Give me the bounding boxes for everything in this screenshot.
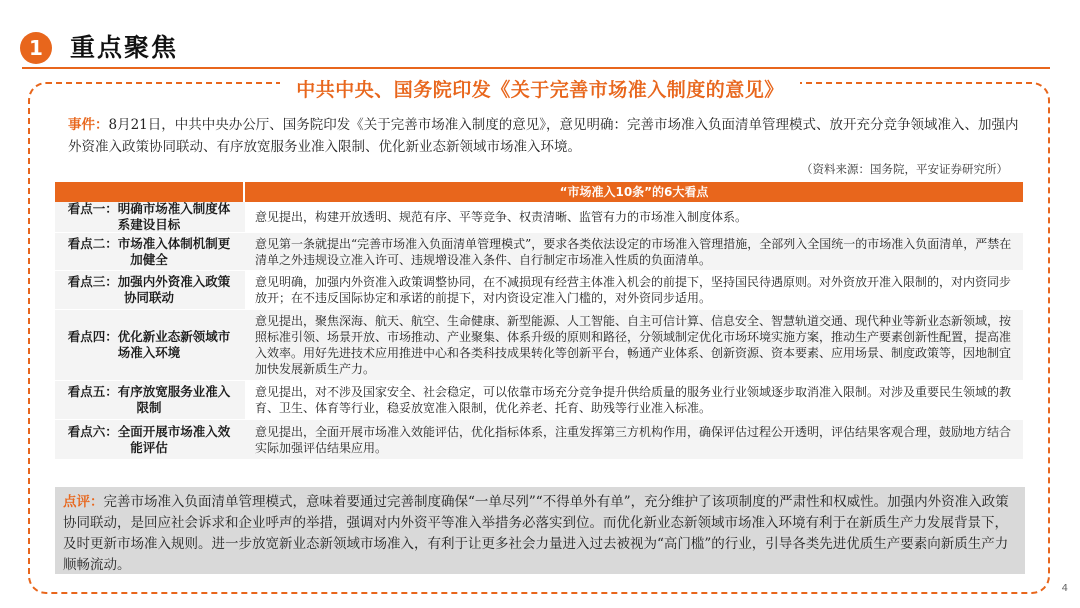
table-header-title: “市场准入10条”的6大看点 [245,182,1023,202]
comment-label: 点评： [63,494,104,510]
row-label: 看点三：加强内外资准入政策协同联动 [55,271,243,309]
section-number-badge: 1 [20,32,52,64]
row-text: 意见第一条就提出“完善市场准入负面清单管理模式”，要求各类依法设定的市场准入管理措施，全部列入全国统一的市场准入负面清单，严禁在清单之外违规设立准入许可、违规增设准入条件、自行制定市场准入性质的负面清单。 [245,233,1023,270]
section-header [20,30,1050,66]
comment-text: 完善市场准入负面清单管理模式，意味着要通过完善制度确保“一单尽列”“不得单外有单”，充分维护了该项制度的严肃性和权威性。加强内外资准入政策协同联动，是回应社会诉求和企业呼声的举措，强调对内外资平等准入举措务必落实到位。而优化新业态新领域市场准入环境有利于在新质生产力发展背景下，及时更新市场准入规则。进一步放宽新业态新领域市场准入，有利于让更多社会力量进入过去被视为“高门槛”的行业，引导各类先进优质生产要素向新质生产力顺畅流动。 [63,494,1009,573]
table-row [55,202,1023,233]
event-text: 8月21日，中共中央办公厅、国务院印发《关于完善市场准入制度的意见》，意见明确：完善市场准入负面清单管理模式、放开充分竞争领域准入、加强内外资准入政策协同联动、有序放宽服务业准入限制、优化新业态新领域市场准入环境。 [68,117,1019,155]
event-paragraph [68,114,1028,158]
table-row [55,381,1023,420]
table-header-blank [55,182,243,202]
highlights-table [55,182,1023,460]
commentary-box [55,487,1025,574]
row-label: 看点六：全面开展市场准入效能评估 [55,420,243,459]
row-text: 意见提出，构建开放透明、规范有序、平等竞争、权责清晰、监管有力的市场准入制度体系。 [245,202,1023,232]
table-header [55,182,1023,202]
row-label: 看点五：有序放宽服务业准入限制 [55,381,243,419]
row-label: 看点二：市场准入体制机制更加健全 [55,233,243,270]
frame-title: 中共中央、国务院印发《关于完善市场准入制度的意见》 [296,79,784,101]
table-row [55,310,1023,381]
page-title: 重点聚焦 [70,33,179,62]
row-text: 意见提出，全面开展市场准入效能评估，优化指标体系，注重发挥第三方机构作用，确保评估过程公开透明，评估结果客观合理，鼓励地方结合实际加强评估结果应用。 [245,420,1023,459]
table-row [55,271,1023,310]
header-divider [22,67,1050,69]
table-row [55,233,1023,271]
row-text: 意见提出，对不涉及国家安全、社会稳定，可以依靠市场充分竞争提升供给质量的服务业行业领域逐步取消准入限制。对涉及重要民生领域的教育、卫生、体育等行业，稳妥放宽准入限制，优化养老、托育、助残等行业准入标准。 [245,381,1023,419]
row-label: 看点四：优化新业态新领域市场准入环境 [55,310,243,380]
row-text: 意见明确，加强内外资准入政策调整协同，在不减损现有经营主体准入机会的前提下，坚持国民待遇原则。对外资放开准入限制的，对内资同步放开；在不违反国际协定和承诺的前提下，对内资设定准入门槛的，对外资同步适用。 [245,271,1023,309]
frame-title-container [280,74,800,106]
table-row [55,420,1023,460]
row-label: 看点一：明确市场准入制度体系建设目标 [55,202,243,232]
source-note: （资料来源：国务院，平安证券研究所） [801,162,1008,176]
event-label: 事件： [68,117,109,133]
row-text: 意见提出，聚焦深海、航天、航空、生命健康、新型能源、人工智能、自主可信计算、信息安全、智慧轨道交通、现代种业等新业态新领域，按照标准引领、场景开放、市场推动、产业聚集、体系升级的原则和路径，分领域制定优化市场环境实施方案，推动生产要素创新性配置，提高准入效率。用好先进技术应用推进中心和各类科技成果转化等创新平台，畅通产业体系、创新资源、资本要素、应用场景、制度政策等，因地制宜加快发展新质生产力。 [245,310,1023,380]
page-number: 4 [1061,583,1068,594]
